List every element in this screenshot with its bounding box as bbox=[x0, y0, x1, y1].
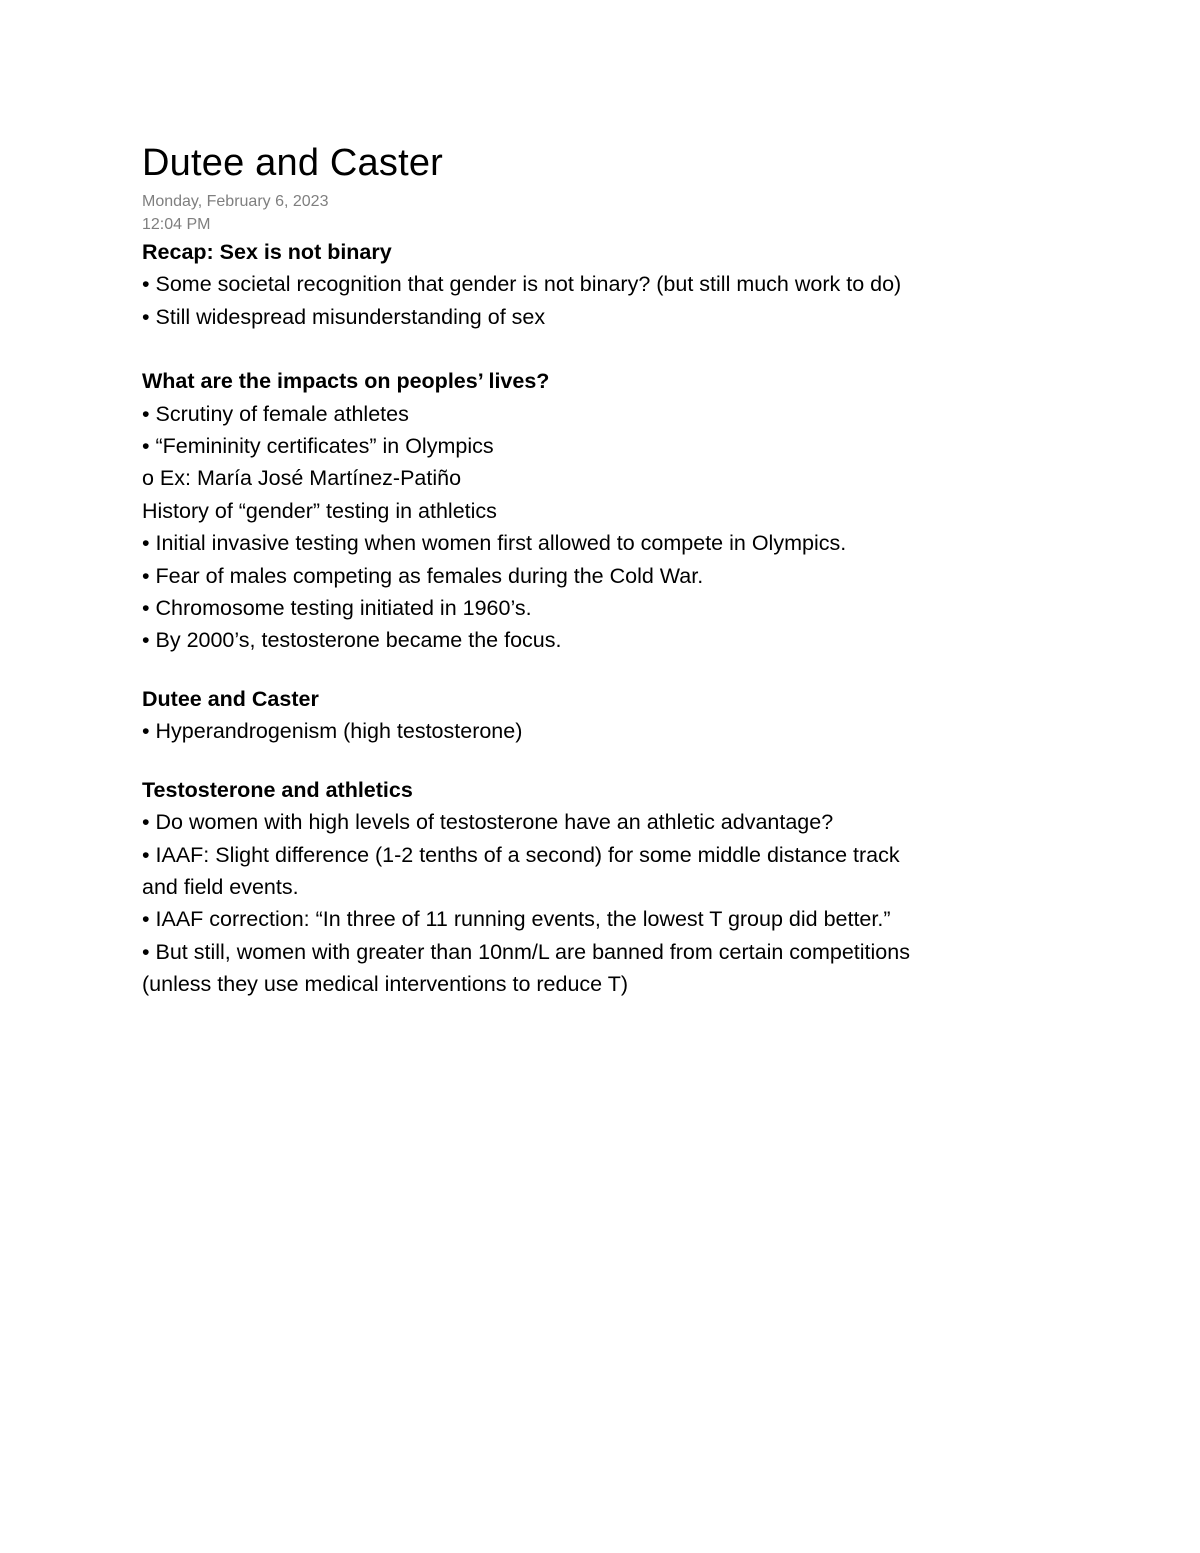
bullet-line: • Scrutiny of female athletes bbox=[142, 401, 409, 426]
page-title: Dutee and Caster bbox=[142, 142, 444, 184]
bullet-line: • “Femininity certificates” in Olympics bbox=[142, 434, 494, 459]
section-heading: Dutee and Caster bbox=[142, 686, 319, 711]
bullet-line: • Still widespread misunderstanding of sex bbox=[142, 304, 546, 329]
bullet-line: • IAAF correction: “In three of 11 running events, the lowest T group did better.” bbox=[142, 907, 891, 932]
section-heading: What are the impacts on peoples’ lives? bbox=[142, 369, 550, 394]
section-testosterone bbox=[142, 774, 1062, 1001]
bullet-line: • But still, women with greater than 10nm/L are banned from certain competitions bbox=[142, 939, 910, 964]
sub-bullet-line: o Ex: María José Martínez-Patiño bbox=[142, 466, 462, 491]
note-content bbox=[142, 140, 1062, 1001]
spacer bbox=[142, 748, 1062, 774]
section-recap bbox=[142, 236, 1062, 333]
note-time: 12:04 PM bbox=[142, 216, 211, 233]
note-date: Monday, February 6, 2023 bbox=[142, 193, 329, 210]
bullet-line: • Hyperandrogenism (high testosterone) bbox=[142, 719, 523, 744]
spacer bbox=[142, 657, 1062, 683]
bullet-line: • Chromosome testing initiated in 1960’s. bbox=[142, 596, 532, 621]
section-dutee-caster bbox=[142, 683, 1062, 748]
subheading-line: History of “gender” testing in athletics bbox=[142, 498, 497, 523]
spacer bbox=[142, 333, 1062, 365]
bullet-line: • Some societal recognition that gender is not binary? (but still much work to do) bbox=[142, 272, 902, 297]
section-heading: Testosterone and athletics bbox=[142, 777, 413, 802]
bullet-line: • IAAF: Slight difference (1-2 tenths of a second) for some middle distance track bbox=[142, 842, 900, 867]
bullet-line: • Initial invasive testing when women first allowed to compete in Olympics. bbox=[142, 531, 847, 556]
continuation-line: and field events. bbox=[142, 874, 299, 899]
section-heading: Recap: Sex is not binary bbox=[142, 240, 392, 264]
bullet-line: • By 2000’s, testosterone became the focus. bbox=[142, 628, 562, 653]
continuation-line: (unless they use medical interventions to reduce T) bbox=[142, 972, 628, 997]
bullet-line: • Do women with high levels of testosterone have an athletic advantage? bbox=[142, 810, 834, 835]
section-impacts bbox=[142, 365, 1062, 657]
bullet-line: • Fear of males competing as females during the Cold War. bbox=[142, 563, 704, 588]
